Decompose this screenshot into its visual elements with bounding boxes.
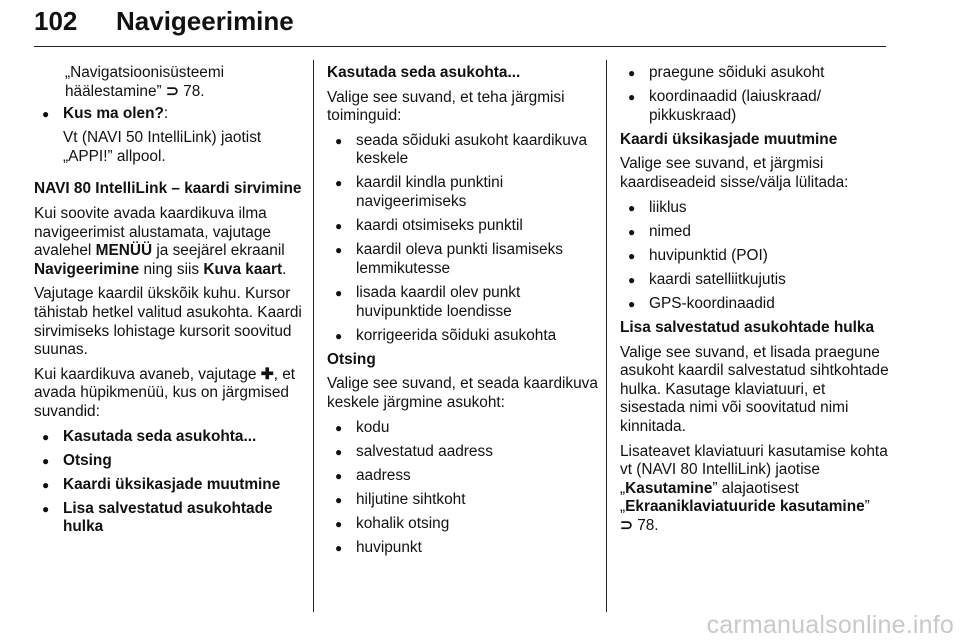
page-reference-icon: ⊃ [165,82,179,100]
list-item: ● kohalik otsing [327,515,603,534]
list-item: ● lisada kaardil olev punkt huvipunktide loendisse [327,284,603,321]
watermark: carmanualsonline.info [706,611,954,639]
list-item: ● praegune sõiduki asukoht [620,64,894,83]
list-item: ● Kasutada seda asukohta... [34,428,310,447]
list-item: ● huvipunkt [327,539,603,558]
where-am-i-label: Kus ma olen? [63,105,164,123]
list-item: ● GPS-koordinaadid [620,295,894,314]
column-3 [620,64,894,542]
show-map-label: Kuva kaart [203,260,283,278]
navi80-paragraph-1 [34,205,310,279]
column-1 [34,64,310,543]
usage-label: Kasutamine [625,479,713,497]
text-span: ja seejärel ekraanil [156,242,285,260]
list-item: ● Kaardi üksikasjade muutmine [34,476,310,495]
where-am-i-text: Vt (NAVI 50 IntelliLink) jaotist „APPI!” allpool. [63,129,262,165]
text-span: , et avada hüpikmenüü, kus on järgmised suvandid: [34,365,296,420]
where-am-i-list [34,105,310,124]
column-divider-1 [313,60,314,612]
text-span: Kui soovite avada kaardikuva ilma navigeerimist alustamata, vajutage avalehel [34,205,271,260]
header-rule [34,46,886,47]
list-item [34,105,310,124]
list-item: ● Lisa salvestatud asukohtade hulka [34,500,310,537]
list-item: ● kodu [327,419,603,438]
list-item: ● kaardil kindla punktini navigeerimiseks [327,174,603,211]
save-location-heading: Lisa salvestatud asukohtade hulka [620,319,875,337]
text-span: ” alajaotisest „ [620,479,799,516]
list-item: ● salvestatud aadress [327,443,603,462]
keyboards-label: Ekraaniklaviatuuride kasutamine [625,498,865,516]
save-location-text: Valige see suvand, et lisada praegune asukoht kaardil salvestatud sihtkohtade hulka. Kasutage klaviatuuri, et sisestada nimi või soovitatud nimi kinnitada. [620,343,889,435]
navi80-paragraph-2: Vajutage kaardil ükskõik kuhu. Kursor tähistab hetkel valitud asukohta. Kaardi sirvimiseks lohistage kursorit soovitud suunas. [34,285,302,359]
use-location-heading: Kasutada seda asukohta... [327,64,521,81]
intro-line-2: häälestamine” [65,82,162,100]
intro-ref: 78. [183,82,205,100]
search-list-continued [620,64,894,125]
navigation-label: Navigeerimine [34,260,140,278]
page-number: 102 [34,6,78,36]
plus-icon: ✚ [260,365,274,383]
menu-label: MENÜÜ [95,242,153,260]
list-item: ● liiklus [620,199,894,218]
list-item: ● Otsing [34,452,310,471]
list-item: ● huvipunktid (POI) [620,247,894,266]
text-span: ning siis [143,260,200,278]
list-item: ● korrigeerida sõiduki asukohta [327,327,603,346]
list-item: ● aadress [327,467,603,486]
list-item: ● nimed [620,223,894,242]
use-location-text: Valige see suvand, et teha järgmisi toiminguid: [327,88,565,125]
text-span: . [282,260,287,278]
page-reference-icon: ⊃ [620,516,633,534]
text-span: Lisateavet klaviatuuri kasutamise kohta vt (NAVI 80 IntelliLink) jaotise „ [620,442,888,497]
map-details-text: Valige see suvand, et järgmisi kaardiseadeid sisse/välja lülitada: [620,155,849,191]
navi80-paragraph-3 [34,366,310,422]
list-item: ● koordinaadid (laiuskraad/ pikkuskraad) [620,88,894,125]
popup-options-list [34,428,310,537]
intro-line-1: „Navigatsioonisüsteemi [65,64,225,81]
intro-continuation [34,64,310,101]
list-item: ● kaardi satelliitkujutis [620,271,894,290]
chapter-title: Navigeerimine [116,6,294,36]
column-2 [327,64,603,564]
use-location-list [327,132,603,345]
search-text: Valige see suvand, et seada kaardikuva keskele järgmine asukoht: [327,375,598,411]
keyboard-ref: 78. [637,516,659,534]
list-item: ● kaardi otsimiseks punktil [327,217,603,236]
map-details-list [620,199,894,314]
text-span: Kui kaardikuva avaneb, vajutage [34,365,257,383]
navi80-heading: NAVI 80 IntelliLink – kaardi sirvimine [34,180,302,198]
colon: : [163,105,169,123]
search-list [327,419,603,558]
list-item: ● seada sõiduki asukoht kaardikuva keskele [327,132,603,169]
page-header [0,0,960,50]
search-heading: Otsing [327,350,376,368]
list-item: ● hiljutine sihtkoht [327,491,603,510]
list-item: ● kaardil oleva punkti lisamiseks lemmikutesse [327,241,603,278]
column-divider-2 [606,60,607,612]
text-span: ” [864,498,870,516]
map-details-heading: Kaardi üksikasjade muutmine [620,130,838,148]
keyboard-info-text [620,443,894,536]
